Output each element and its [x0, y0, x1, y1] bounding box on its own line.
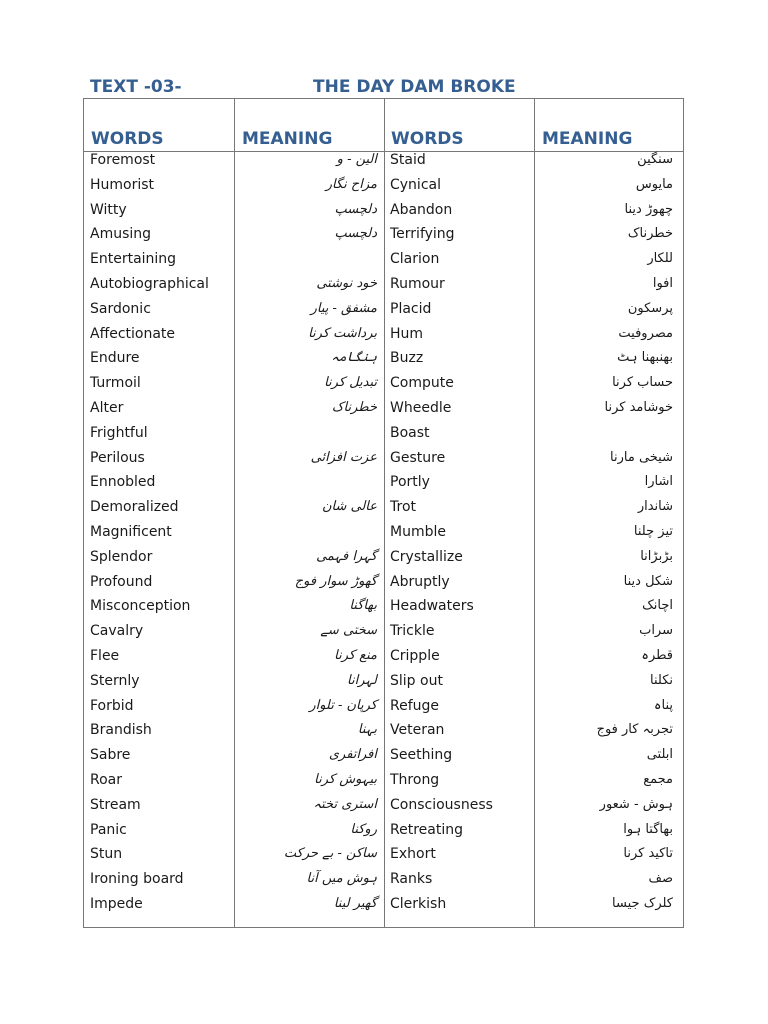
meaning-cell: دلچسپ	[334, 226, 377, 242]
meaning-cell: عزت افزائی	[310, 449, 377, 465]
meaning-cell: ساکن - بے حرکت	[283, 846, 377, 862]
word-cell: Stream	[90, 796, 141, 813]
word-cell: Stun	[90, 846, 123, 863]
word-cell: Mumble	[390, 523, 446, 540]
table-row	[83, 497, 684, 522]
meaning-cell: تاکید کرنا	[623, 846, 673, 862]
word-cell: Trickle	[390, 623, 435, 640]
meaning-cell: قطرہ	[641, 647, 673, 663]
meaning-cell: بھاگنا	[349, 598, 377, 614]
meaning-cell: نکلنا	[650, 672, 673, 688]
meaning-cell: سراب	[639, 623, 673, 639]
meaning-cell: اشارا	[644, 474, 673, 490]
table-row	[83, 373, 684, 398]
column-header-meaning-1: MEANING	[242, 129, 333, 149]
word-cell: Gesture	[390, 449, 446, 466]
word-cell: Seething	[390, 747, 453, 764]
column-header-meaning-2: MEANING	[542, 129, 633, 149]
word-cell: Flee	[90, 647, 120, 664]
table-row	[83, 770, 684, 795]
word-cell: Boast	[390, 424, 430, 441]
table-row	[83, 795, 684, 820]
meaning-cell: بہنا	[357, 722, 377, 738]
meaning-cell: سختی سے	[320, 623, 377, 639]
meaning-cell: خوشامد کرنا	[604, 399, 673, 415]
word-cell: Wheedle	[390, 399, 452, 416]
document-header	[90, 77, 690, 99]
meaning-cell: دلچسپ	[334, 201, 377, 217]
word-cell: Rumour	[390, 275, 445, 292]
column-header-words-2: WORDS	[391, 129, 464, 149]
table-row	[83, 472, 684, 497]
table-row	[83, 175, 684, 200]
meaning-cell: تبدیل کرنا	[324, 375, 377, 391]
meaning-cell: ابلتی	[646, 747, 673, 763]
word-cell: Hum	[390, 325, 424, 342]
meaning-cell: مصروفیت	[618, 325, 673, 341]
word-cell: Refuge	[390, 697, 440, 714]
table-row	[83, 572, 684, 597]
meaning-cell: الین - و	[336, 152, 377, 167]
word-cell: Compute	[390, 375, 454, 392]
table-row	[83, 423, 684, 448]
word-cell: Sabre	[90, 747, 131, 764]
meaning-cell: گھیر لینا	[333, 895, 377, 911]
word-cell: Trot	[390, 499, 416, 516]
meaning-cell: خطرناک	[627, 226, 673, 242]
table-row	[83, 274, 684, 299]
meaning-cell: بڑبڑانا	[640, 548, 673, 564]
word-cell: Abruptly	[390, 573, 450, 590]
word-cell: Cynical	[390, 176, 441, 193]
meaning-cell: کلرک جیسا	[612, 895, 673, 911]
word-cell: Retreating	[390, 821, 463, 838]
table-row	[83, 398, 684, 423]
word-cell: Demoralized	[90, 499, 179, 516]
word-cell: Foremost	[90, 152, 156, 168]
word-cell: Ironing board	[90, 871, 184, 888]
meaning-cell: مزاح نگار	[325, 176, 377, 192]
table-row	[83, 522, 684, 547]
word-cell: Amusing	[90, 226, 152, 243]
word-cell: Forbid	[90, 697, 134, 714]
word-cell: Impede	[90, 895, 143, 912]
table-row	[83, 696, 684, 721]
text-number-label: TEXT -03-	[90, 77, 182, 97]
word-cell: Profound	[90, 573, 153, 590]
word-cell: Consciousness	[390, 796, 493, 813]
word-cell: Autobiographical	[90, 275, 209, 292]
table-row	[83, 671, 684, 696]
table-row	[83, 596, 684, 621]
table-row	[83, 150, 684, 175]
table-row	[83, 745, 684, 770]
word-cell: Magnificent	[90, 523, 172, 540]
word-cell: Terrifying	[390, 226, 455, 243]
table-row	[83, 448, 684, 473]
meaning-cell: افوا	[652, 275, 673, 291]
meaning-cell: سنگین	[637, 152, 673, 167]
word-cell: Panic	[90, 821, 127, 838]
meaning-cell: ہوش - شعور	[599, 796, 673, 812]
table-row	[83, 646, 684, 671]
meaning-cell: مایوس	[635, 176, 673, 192]
meaning-cell: تیز چلنا	[633, 523, 673, 539]
meaning-cell: بھنبھنا ہٹ	[617, 350, 673, 366]
word-cell: Buzz	[390, 350, 424, 367]
word-cell: Misconception	[90, 598, 191, 615]
word-cell: Placid	[390, 300, 432, 317]
word-cell: Clerkish	[390, 895, 447, 912]
word-cell: Staid	[390, 152, 426, 168]
meaning-cell: اچانک	[642, 598, 673, 614]
meaning-cell: افراتفری	[328, 747, 377, 763]
table-row	[83, 820, 684, 845]
word-cell: Brandish	[90, 722, 152, 739]
meaning-cell: شکل دینا	[623, 573, 673, 589]
table-row	[83, 324, 684, 349]
column-header-words-1: WORDS	[91, 129, 164, 149]
table-row	[83, 224, 684, 249]
word-cell: Cripple	[390, 647, 440, 664]
word-cell: Perilous	[90, 449, 145, 466]
word-cell: Affectionate	[90, 325, 176, 342]
table-row	[83, 200, 684, 225]
word-cell: Turmoil	[90, 375, 141, 392]
word-cell: Ranks	[390, 871, 433, 888]
meaning-cell: مشفق - پیار	[310, 300, 377, 316]
word-cell: Sternly	[90, 672, 140, 689]
meaning-cell: گہرا فہمی	[316, 548, 377, 564]
word-cell: Sardonic	[90, 300, 151, 317]
meaning-cell: للکار	[647, 251, 673, 267]
table-row	[83, 894, 684, 919]
word-cell: Witty	[90, 201, 127, 218]
meaning-cell: خود نوشتی	[316, 275, 377, 291]
meaning-cell: حساب کرنا	[612, 375, 673, 391]
word-cell: Splendor	[90, 548, 153, 565]
meaning-cell: مجمع	[643, 771, 673, 787]
meaning-cell: تجربہ کار فوج	[596, 722, 673, 738]
meaning-cell: پرسکون	[627, 300, 673, 316]
meaning-cell: استری تختہ	[313, 796, 377, 812]
table-row	[83, 869, 684, 894]
document-title: THE DAY DAM BROKE	[313, 77, 516, 97]
table-row	[83, 844, 684, 869]
word-cell: Frightful	[90, 424, 148, 441]
meaning-cell: کرپان - تلوار	[309, 697, 377, 713]
meaning-cell: روکنا	[350, 821, 377, 837]
word-cell: Abandon	[390, 201, 453, 218]
table-row	[83, 348, 684, 373]
table-row	[83, 621, 684, 646]
meaning-cell: شاندار	[637, 499, 673, 515]
meaning-cell: منع کرنا	[334, 647, 377, 663]
word-cell: Clarion	[390, 251, 440, 268]
word-cell: Throng	[390, 771, 440, 788]
word-cell: Cavalry	[90, 623, 144, 640]
table-row	[83, 720, 684, 745]
meaning-cell: شیخی مارنا	[610, 449, 673, 465]
meaning-cell: ہوش میں آنا	[306, 871, 377, 887]
meaning-cell: عالی شان	[321, 499, 377, 515]
word-cell: Ennobled	[90, 474, 156, 491]
meaning-cell: گھوڑ سوار فوج	[294, 573, 377, 589]
word-cell: Headwaters	[390, 598, 474, 615]
meaning-cell: لہرانا	[347, 672, 377, 688]
word-cell: Humorist	[90, 176, 155, 193]
word-cell: Exhort	[390, 846, 436, 863]
table-body	[83, 150, 684, 919]
word-cell: Crystallize	[390, 548, 463, 565]
meaning-cell: پناہ	[653, 697, 673, 713]
word-cell: Roar	[90, 771, 122, 788]
word-cell: Veteran	[390, 722, 445, 739]
meaning-cell: بھاگتا ہوا	[623, 821, 673, 837]
table-row	[83, 249, 684, 274]
word-cell: Endure	[90, 350, 140, 367]
table-row	[83, 299, 684, 324]
word-cell: Entertaining	[90, 251, 177, 268]
meaning-cell: بیہوش کرنا	[314, 771, 377, 787]
meaning-cell: چھوڑ دینا	[624, 201, 673, 217]
word-cell: Alter	[90, 399, 124, 416]
table-row	[83, 547, 684, 572]
meaning-cell: خطرناک	[331, 399, 377, 415]
word-cell: Portly	[390, 474, 430, 491]
meaning-cell: صف	[648, 871, 673, 887]
meaning-cell: ہنگامہ	[331, 350, 377, 366]
meaning-cell: برداشت کرنا	[308, 325, 377, 341]
word-cell: Slip out	[390, 672, 443, 689]
